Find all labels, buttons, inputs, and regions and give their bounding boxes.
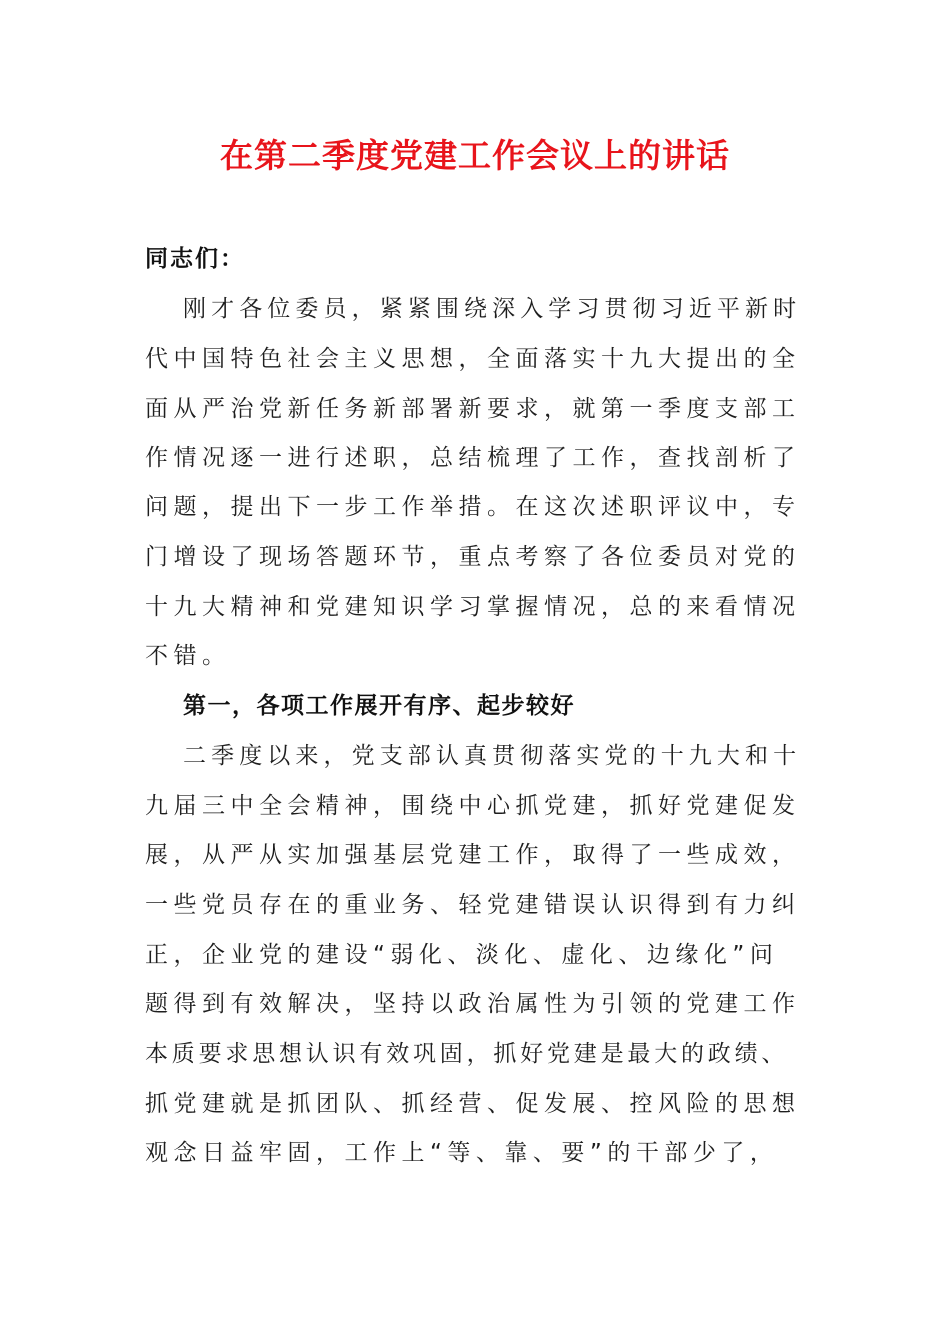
body-line: 二季度以来，党支部认真贯彻落实党的十九大和十 [183,743,802,769]
body-line: 刚才各位委员，紧紧围绕深入学习贯彻习近平新时 [183,296,802,322]
body-line: 一些党员存在的重业务、轻党建错误认识得到有力纠 [145,892,801,918]
body-line: 九届三中全会精神，围绕中心抓党建，抓好党建促发 [145,793,801,819]
body-line: 门增设了现场答题环节，重点考察了各位委员对党的 [145,544,801,570]
salutation: 同志们： [145,246,245,272]
body-line: 本质要求思想认识有效巩固，抓好党建是最大的政绩、 [145,1041,789,1067]
body-line: 展，从严从实加强基层党建工作，取得了一些成效， [145,842,801,868]
body-line: 代中国特色社会主义思想，全面落实十九大提出的全 [145,346,801,372]
body-line: 题得到有效解决，坚持以政治属性为引领的党建工作 [145,991,801,1017]
section-heading: 第一，各项工作展开有序、起步较好 [183,693,575,719]
body-line: 面从严治党新任务新部署新要求，就第一季度支部工 [145,396,801,422]
body-line: 不错。 [145,643,231,669]
body-line: 观念日益牢固，工作上“等、靠、要”的干部少了， [145,1140,779,1166]
document-title: 在第二季度党建工作会议上的讲话 [220,136,730,175]
body-line: 作情况逐一进行述职，总结梳理了工作，查找剖析了 [145,445,801,471]
body-line: 问题，提出下一步工作举措。在这次述职评议中，专 [145,494,801,520]
body-line: 十九大精神和党建知识学习掌握情况，总的来看情况 [145,594,801,620]
body-line: 正，企业党的建设“弱化、淡化、虚化、边缘化”问 [145,942,779,968]
body-line: 抓党建就是抓团队、抓经营、促发展、控风险的思想 [145,1091,801,1117]
